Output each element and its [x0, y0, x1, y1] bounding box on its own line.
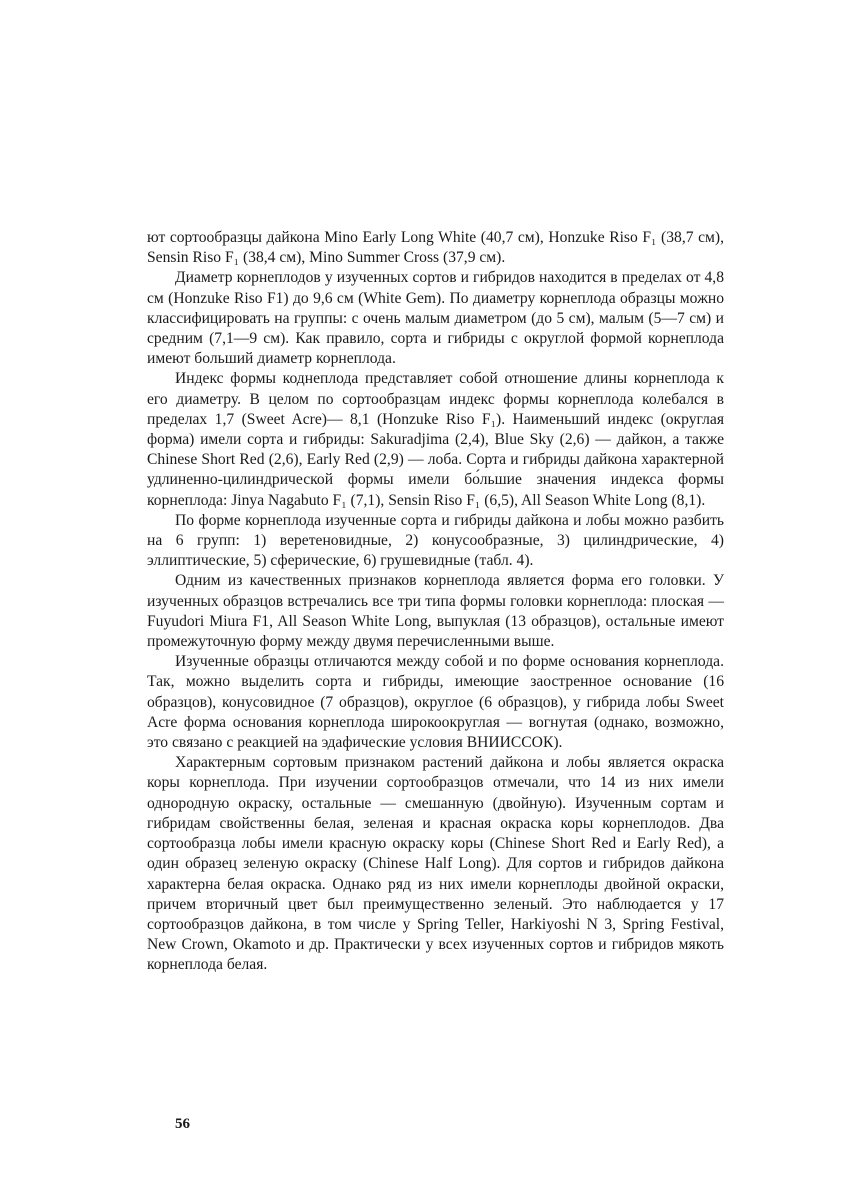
paragraph-head-shape: Одним из качественных признаков корнеплода является форма его головки. У изученных образцов встречались все три типа формы головки корнеплода: плоская — Fuyudori Miura F1, All Season White Long, выпуклая (13 образцов), остальные имеют промежуточную форму между двумя перечисленными выше.: [147, 572, 724, 651]
paragraph-bark-color: Характерным сортовым признаком растений дайкона и лобы является окраска коры корнеплода. При изучении сортообразцов отмечали, что 14 из них имели однородную окраску, остальные — смешанную (двойную). Изученным сортам и гибридам свойственны белая, зеленая и красная окраска коры корнеплодов. Два сортообразца лобы имели красную окраску коры (Chinese Short Red и Early Red), а один образец зеленую окраску (Chinese Half Long). Для сортов и гибридов дайкона характерна белая окраска. Однако ряд из них имели корнеплоды двойной окраски, причем вторичный цвет был преимущественно зеленый. Это наблюдается у 17 сортообразцов дайкона, в том числе у Spring Teller, Harkiyoshi N 3, Spring Festival, New Crown, Okamoto и др. Практически у всех изученных сортов и гибридов мякоть корнеплода белая.: [147, 754, 724, 974]
paragraph-shape-groups: По форме корнеплода изученные сорта и гибриды дайкона и лобы можно разбить на 6 групп: 1) веретеновидные, 2) конусообразные, 3) цилиндрические, 4) эллиптические, 5) сферические, 6) грушевидные (табл. 4).: [147, 511, 724, 570]
paragraph-base-shape: Изученные образцы отличаются между собой и по форме основания корнеплода. Так, можно выделить сорта и гибриды, имеющие заостренное основание (16 образцов), конусовидное (7 образцов), округлое (6 образцов), у гибрида лобы Sweet Acre форма основания корнеплода широкоокруглая — вогнутая (однако, возможно, это связано с реакцией на эдафические условия ВНИИССОК).: [147, 653, 724, 752]
body-text: [147, 228, 724, 976]
paragraph-continuation: ют сортообразцы дайкона Mino Early Long White (40,7 см), Honzuke Riso F₁ (38,7 см), Sensin Riso F₁ (38,4 см), Mino Summer Cross (37,9 см).: [147, 229, 724, 267]
page-number: 56: [175, 1116, 190, 1132]
paragraph-root-diameter: Диаметр корнеплодов у изученных сортов и гибридов находится в пределах от 4,8 см (Honzuke Riso F1) до 9,6 см (White Gem). По диаметру корнеплода образцы можно классифицировать на группы: с очень малым диаметром (до 5 см), малым (5—7 см) и средним (7,1—9 см). Как правило, сорта и гибриды с округлой формой корнеплода имеют больший диаметр корнеплода.: [147, 269, 724, 368]
paragraph-shape-index: Индекс формы коднеплода представляет собой отношение длины корнеплода к его диаметру. В целом по сортообразцам индекс формы корнеплода колебался в пределах 1,7 (Sweet Acre)— 8,1 (Honzuke Riso F₁). Наименьший индекс (округлая форма) имели сорта и гибриды: Sakuradjima (2,4), Blue Sky (2,6) — дайкон, а также Chinese Short Red (2,6), Early Red (2,9) — лоба. Сорта и гибриды дайкона характерной удлиненно-цилиндрической формы имели бо́льшие значения индекса формы корнеплода: Jinya Nagabuto F₁ (7,1), Sensin Riso F₁ (6,5), All Season White Long (8,1).: [147, 370, 724, 509]
